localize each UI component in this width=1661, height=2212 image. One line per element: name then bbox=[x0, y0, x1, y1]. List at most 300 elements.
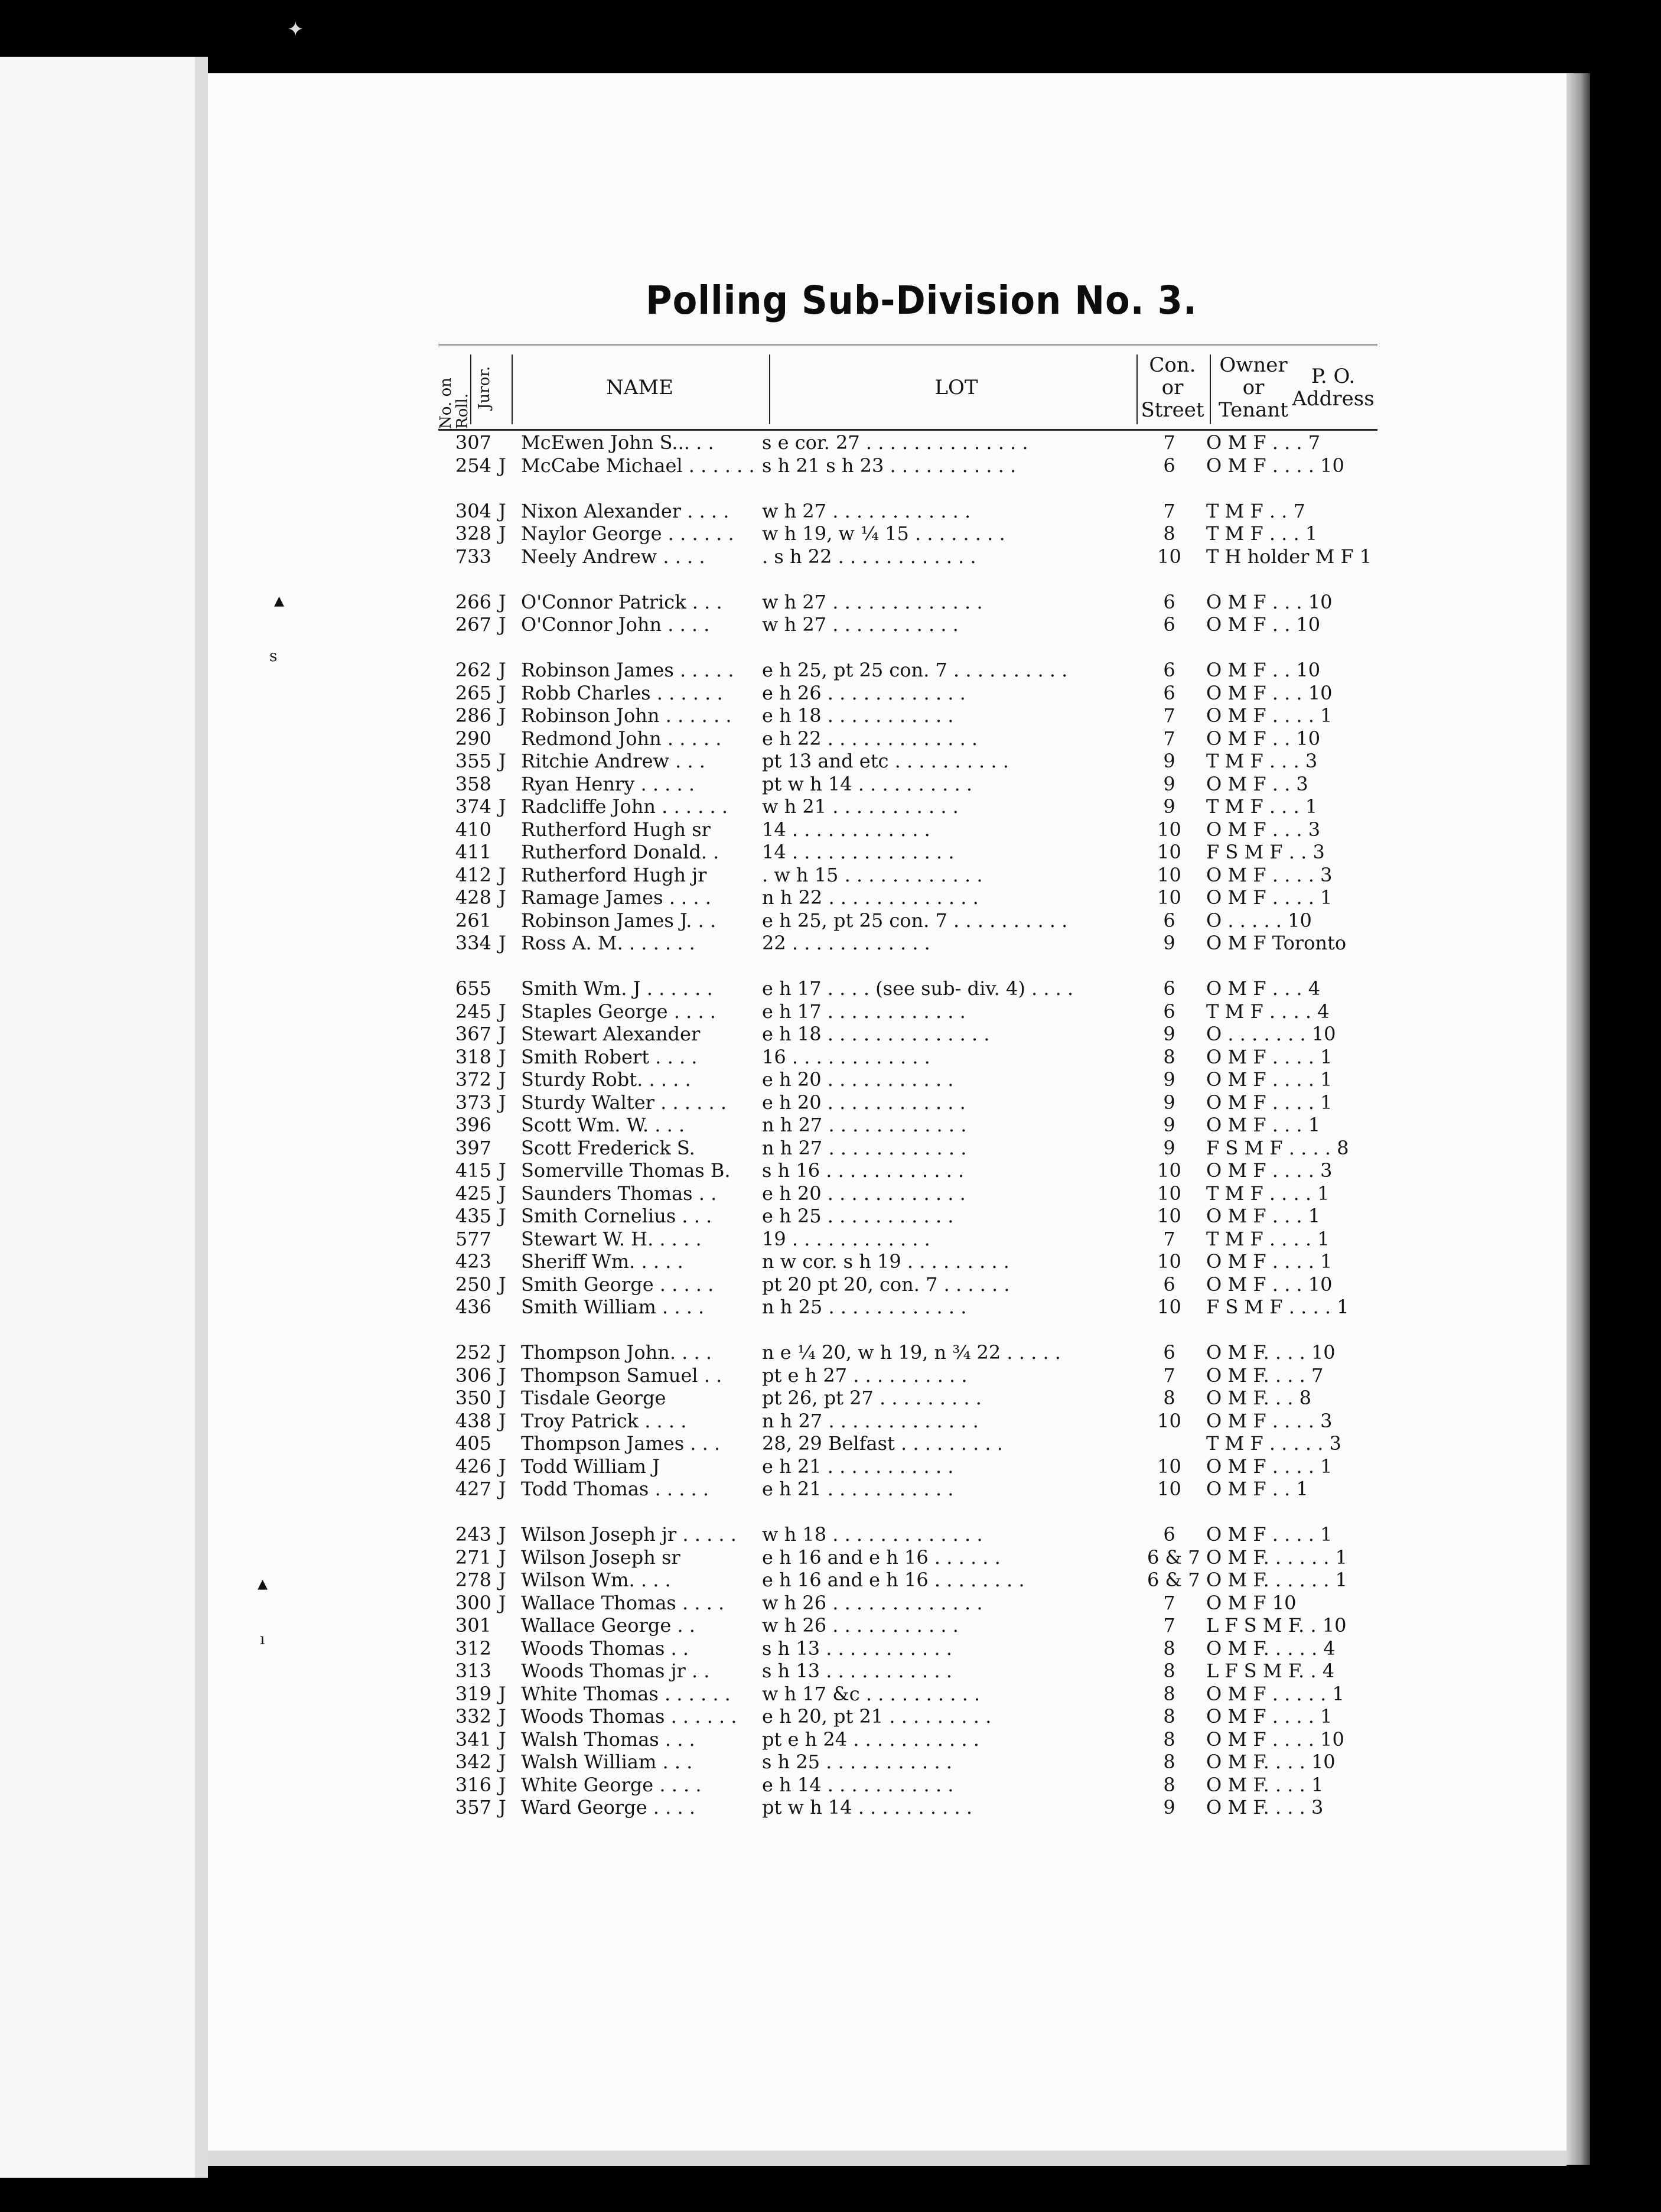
juror-mark: J bbox=[499, 1023, 506, 1045]
table-row bbox=[438, 1660, 1395, 1683]
page-edge-shadow bbox=[1566, 73, 1590, 2165]
roll-number: 357 bbox=[455, 1796, 491, 1819]
elector-name: Nixon Alexander . . . . bbox=[521, 499, 729, 522]
elector-name: White Thomas . . . . . . bbox=[521, 1682, 731, 1705]
elector-name: Wallace Thomas . . . . bbox=[521, 1591, 725, 1614]
roll-number: 426 bbox=[455, 1455, 491, 1478]
roll-number: 577 bbox=[455, 1227, 491, 1250]
roll-number: 350 bbox=[455, 1387, 491, 1409]
elector-name: Thompson Samuel . . bbox=[521, 1364, 722, 1387]
owner-tenant-address: O M F . . . . 1 bbox=[1206, 1455, 1333, 1478]
roll-number: 278 bbox=[455, 1569, 491, 1591]
header-juror: Juror. bbox=[475, 366, 493, 409]
table-header bbox=[438, 344, 1377, 431]
table-row bbox=[438, 1341, 1395, 1364]
concession: 6 bbox=[1163, 1523, 1175, 1546]
table-row bbox=[438, 1523, 1395, 1546]
lot-description: e h 21 . . . . . . . . . . . bbox=[762, 1478, 954, 1500]
roll-number: 358 bbox=[455, 772, 491, 795]
elector-name: Troy Patrick . . . . bbox=[521, 1409, 687, 1432]
owner-tenant-address: T M F . . . 3 bbox=[1206, 750, 1318, 772]
concession: 10 bbox=[1157, 1478, 1181, 1500]
elector-name: Somerville Thomas B. bbox=[521, 1159, 731, 1182]
table-row bbox=[438, 1796, 1395, 1819]
elector-name: Radcliffe John . . . . . . bbox=[521, 795, 728, 818]
concession: 10 bbox=[1157, 841, 1181, 863]
concession: 7 bbox=[1163, 727, 1175, 750]
owner-tenant-address: O M F . . . 1 bbox=[1206, 1205, 1321, 1227]
table-row bbox=[438, 909, 1395, 932]
owner-tenant-address: F S M F . . 3 bbox=[1206, 841, 1325, 863]
lot-description: n h 22 . . . . . . . . . . . . . bbox=[762, 886, 979, 909]
facing-page bbox=[0, 57, 197, 2178]
concession: 6 bbox=[1163, 1341, 1175, 1364]
roll-number: 304 bbox=[455, 499, 491, 522]
elector-name: Wilson Wm. . . . bbox=[521, 1569, 671, 1591]
lot-description: 14 . . . . . . . . . . . . bbox=[762, 818, 930, 841]
elector-name: White George . . . . bbox=[521, 1773, 702, 1796]
header-divider bbox=[1210, 354, 1211, 424]
table-row bbox=[438, 1296, 1395, 1319]
roll-number: 250 bbox=[455, 1273, 491, 1296]
table-row bbox=[438, 1250, 1395, 1273]
concession: 6 bbox=[1163, 977, 1175, 1000]
juror-mark: J bbox=[499, 1705, 506, 1728]
roll-number: 423 bbox=[455, 1250, 491, 1273]
concession: 9 bbox=[1163, 795, 1175, 818]
lot-description: 16 . . . . . . . . . . . . bbox=[762, 1045, 930, 1068]
concession: 10 bbox=[1157, 545, 1181, 568]
roll-number: 307 bbox=[455, 431, 491, 454]
roll-number: 262 bbox=[455, 659, 491, 681]
lot-description: e h 25, pt 25 con. 7 . . . . . . . . . . bbox=[762, 659, 1068, 681]
concession: 10 bbox=[1157, 1182, 1181, 1205]
owner-tenant-address: O M F . . 10 bbox=[1206, 659, 1321, 681]
owner-tenant-address: O M F . . . 10 bbox=[1206, 1273, 1333, 1296]
header-owner-tenant: Owner or Tenant bbox=[1219, 353, 1288, 422]
lot-description: w h 17 &c . . . . . . . . . . bbox=[762, 1682, 981, 1705]
roll-number: 425 bbox=[455, 1182, 491, 1205]
elector-name: Stewart W. H. . . . . bbox=[521, 1227, 702, 1250]
lot-description: s e cor. 27 . . . . . . . . . . . . . . bbox=[762, 431, 1028, 454]
juror-mark: J bbox=[499, 704, 506, 727]
concession: 8 bbox=[1163, 1751, 1175, 1773]
header-con-street: Con. or Street bbox=[1141, 353, 1204, 422]
roll-number: 261 bbox=[455, 909, 491, 932]
table-row bbox=[438, 1068, 1395, 1091]
elector-name: Woods Thomas jr . . bbox=[521, 1660, 710, 1682]
table-row bbox=[438, 1114, 1395, 1137]
concession: 10 bbox=[1157, 1455, 1181, 1478]
juror-mark: J bbox=[499, 1591, 506, 1614]
concession: 7 bbox=[1163, 499, 1175, 522]
elector-name: Smith William . . . . bbox=[521, 1296, 705, 1318]
table-row bbox=[438, 1137, 1395, 1160]
roll-number: 313 bbox=[455, 1660, 491, 1682]
juror-mark: J bbox=[499, 886, 506, 909]
concession: 10 bbox=[1157, 818, 1181, 841]
elector-name: Smith Cornelius . . . bbox=[521, 1205, 712, 1227]
juror-mark: J bbox=[499, 1091, 506, 1114]
concession: 6 bbox=[1163, 1000, 1175, 1023]
concession: 8 bbox=[1163, 1728, 1175, 1751]
elector-name: Ritchie Andrew . . . bbox=[521, 750, 705, 772]
juror-mark: J bbox=[499, 1364, 506, 1387]
lot-description: s h 21 s h 23 . . . . . . . . . . . bbox=[762, 454, 1017, 477]
roll-number: 411 bbox=[455, 841, 491, 863]
owner-tenant-address: L F S M F. . 4 bbox=[1206, 1660, 1335, 1682]
lot-description: s h 13 . . . . . . . . . . . bbox=[762, 1637, 952, 1660]
elector-name: Tisdale George bbox=[521, 1387, 666, 1409]
roll-table-body bbox=[438, 431, 1395, 1849]
concession: 8 bbox=[1163, 1637, 1175, 1660]
margin-mark-icon: ı bbox=[260, 1631, 265, 1648]
lot-description: w h 27 . . . . . . . . . . . bbox=[762, 613, 959, 636]
table-row bbox=[438, 886, 1395, 909]
header-name: NAME bbox=[606, 376, 673, 399]
concession: 9 bbox=[1163, 1091, 1175, 1114]
concession: 8 bbox=[1163, 1045, 1175, 1068]
lot-description: n h 27 . . . . . . . . . . . . . bbox=[762, 1409, 979, 1432]
juror-mark: J bbox=[499, 1728, 506, 1751]
elector-name: Robinson James . . . . . bbox=[521, 659, 734, 681]
owner-tenant-address: O M F . . . . 1 bbox=[1206, 1091, 1333, 1114]
owner-tenant-address: O M F . . . . . 1 bbox=[1206, 1682, 1344, 1705]
owner-tenant-address: O . . . . . 10 bbox=[1206, 909, 1312, 932]
elector-name: Woods Thomas . . bbox=[521, 1637, 689, 1660]
table-row bbox=[438, 864, 1395, 887]
owner-tenant-address: T H holder M F 1 bbox=[1206, 545, 1372, 568]
juror-mark: J bbox=[499, 863, 506, 886]
roll-number: 332 bbox=[455, 1705, 491, 1728]
header-po-address: P. O. Address bbox=[1292, 365, 1375, 411]
juror-mark: J bbox=[499, 1478, 506, 1500]
roll-number: 372 bbox=[455, 1068, 491, 1091]
table-row bbox=[438, 1205, 1395, 1228]
table-row bbox=[438, 1273, 1395, 1296]
roll-number: 355 bbox=[455, 750, 491, 772]
elector-name: Ross A. M. . . . . . . bbox=[521, 932, 695, 954]
owner-tenant-address: O M F. . . . 3 bbox=[1206, 1796, 1324, 1819]
table-row bbox=[438, 1637, 1395, 1660]
concession: 9 bbox=[1163, 1114, 1175, 1136]
lot-description: n h 25 . . . . . . . . . . . . bbox=[762, 1296, 967, 1318]
juror-mark: J bbox=[499, 1273, 506, 1296]
juror-mark: J bbox=[499, 681, 506, 704]
owner-tenant-address: O M F . . . . 1 bbox=[1206, 1250, 1333, 1273]
elector-name: Woods Thomas . . . . . . bbox=[521, 1705, 737, 1728]
roll-number: 397 bbox=[455, 1136, 491, 1159]
concession: 6 bbox=[1163, 909, 1175, 932]
lot-description: e h 22 . . . . . . . . . . . . . bbox=[762, 727, 978, 750]
roll-number: 245 bbox=[455, 1000, 491, 1023]
concession: 10 bbox=[1157, 886, 1181, 909]
roll-number: 300 bbox=[455, 1591, 491, 1614]
juror-mark: J bbox=[499, 1682, 506, 1705]
lot-description: pt e h 27 . . . . . . . . . . bbox=[762, 1364, 968, 1387]
lot-description: pt 26, pt 27 . . . . . . . . . bbox=[762, 1387, 982, 1409]
table-row bbox=[438, 1432, 1395, 1455]
owner-tenant-address: O M F . . . . 1 bbox=[1206, 1705, 1333, 1728]
lot-description: pt w h 14 . . . . . . . . . . bbox=[762, 772, 973, 795]
juror-mark: J bbox=[499, 1455, 506, 1478]
table-row bbox=[438, 431, 1395, 454]
juror-mark: J bbox=[499, 932, 506, 954]
juror-mark: J bbox=[499, 1182, 506, 1205]
lot-description: w h 18 . . . . . . . . . . . . . bbox=[762, 1523, 983, 1546]
table-row bbox=[438, 1182, 1395, 1205]
page-title: Polling Sub-Division No. 3. bbox=[646, 278, 1197, 323]
owner-tenant-address: O M F . . . . 1 bbox=[1206, 1523, 1333, 1546]
lot-description: s h 25 . . . . . . . . . . . bbox=[762, 1751, 952, 1773]
table-row bbox=[438, 1228, 1395, 1251]
owner-tenant-address: T M F . . . . 1 bbox=[1206, 1182, 1330, 1205]
roll-number: 306 bbox=[455, 1364, 491, 1387]
header-divider bbox=[470, 354, 471, 424]
lot-description: s h 13 . . . . . . . . . . . bbox=[762, 1660, 952, 1682]
roll-number: 373 bbox=[455, 1091, 491, 1114]
table-row bbox=[438, 1569, 1395, 1592]
elector-name: Naylor George . . . . . . bbox=[521, 522, 734, 545]
lot-description: 19 . . . . . . . . . . . . bbox=[762, 1227, 930, 1250]
lot-description: e h 14 . . . . . . . . . . . bbox=[762, 1773, 954, 1796]
owner-tenant-address: O M F . . 10 bbox=[1206, 613, 1321, 636]
roll-number: 316 bbox=[455, 1773, 491, 1796]
table-row bbox=[438, 1546, 1395, 1569]
lot-description: e h 20 . . . . . . . . . . . bbox=[762, 1068, 954, 1091]
elector-name: Robinson John . . . . . . bbox=[521, 704, 732, 727]
lot-description: w h 21 . . . . . . . . . . . bbox=[762, 795, 959, 818]
elector-name: Robb Charles . . . . . . bbox=[521, 681, 723, 704]
owner-tenant-address: O M F . . . 10 bbox=[1206, 681, 1333, 704]
owner-tenant-address: O M F . . . 1 bbox=[1206, 1114, 1321, 1136]
margin-mark-icon: ▴ bbox=[258, 1572, 268, 1595]
roll-number: 328 bbox=[455, 522, 491, 545]
margin-mark-icon: s bbox=[269, 648, 278, 665]
concession: 9 bbox=[1163, 1796, 1175, 1819]
owner-tenant-address: O M F . . . . 3 bbox=[1206, 863, 1333, 886]
owner-tenant-address: O M F . . . . 10 bbox=[1206, 1728, 1344, 1751]
elector-name: Ryan Henry . . . . . bbox=[521, 772, 695, 795]
table-row bbox=[438, 682, 1395, 705]
lot-description: w h 26 . . . . . . . . . . . . . bbox=[762, 1591, 983, 1614]
concession: 8 bbox=[1163, 522, 1175, 545]
header-no-on-roll: No. on Roll. bbox=[437, 378, 471, 429]
owner-tenant-address: O M F . . 3 bbox=[1206, 772, 1308, 795]
page-bottom-edge bbox=[208, 2151, 1566, 2166]
elector-name: Smith Robert . . . . bbox=[521, 1045, 698, 1068]
roll-number: 733 bbox=[455, 545, 491, 568]
lot-description: . s h 22 . . . . . . . . . . . . bbox=[762, 545, 976, 568]
owner-tenant-address: O M F. . . . 7 bbox=[1206, 1364, 1324, 1387]
owner-tenant-address: O M F . . . . 10 bbox=[1206, 454, 1344, 477]
elector-name: McEwen John S... . . bbox=[521, 431, 714, 454]
concession: 9 bbox=[1163, 772, 1175, 795]
roll-number: 290 bbox=[455, 727, 491, 750]
juror-mark: J bbox=[499, 1159, 506, 1182]
juror-mark: J bbox=[499, 1205, 506, 1227]
elector-name: Todd William J bbox=[521, 1455, 660, 1478]
table-row bbox=[438, 1159, 1395, 1182]
lot-description: w h 26 . . . . . . . . . . . bbox=[762, 1614, 959, 1637]
table-row bbox=[438, 591, 1395, 614]
elector-name: O'Connor Patrick . . . bbox=[521, 590, 722, 613]
table-row bbox=[438, 1751, 1395, 1774]
elector-name: Smith Wm. J . . . . . . bbox=[521, 977, 713, 1000]
roll-number: 252 bbox=[455, 1341, 491, 1364]
roll-number: 342 bbox=[455, 1751, 491, 1773]
owner-tenant-address: O M F . . . 7 bbox=[1206, 431, 1321, 454]
juror-mark: J bbox=[499, 499, 506, 522]
owner-tenant-address: T M F . . . 1 bbox=[1206, 795, 1318, 818]
table-row bbox=[438, 932, 1395, 955]
owner-tenant-address: O M F . . . 4 bbox=[1206, 977, 1321, 1000]
owner-tenant-address: T M F . . . . . 3 bbox=[1206, 1432, 1341, 1455]
lot-description: w h 27 . . . . . . . . . . . . bbox=[762, 499, 971, 522]
roll-number: 405 bbox=[455, 1432, 491, 1455]
owner-tenant-address: O M F. . . . 10 bbox=[1206, 1751, 1336, 1773]
table-row bbox=[438, 1000, 1395, 1023]
owner-tenant-address: O M F . . . . 3 bbox=[1206, 1409, 1333, 1432]
lot-description: pt 13 and etc . . . . . . . . . . bbox=[762, 750, 1009, 772]
roll-number: 410 bbox=[455, 818, 491, 841]
owner-tenant-address: T M F . . . . 1 bbox=[1206, 1227, 1330, 1250]
lot-description: w h 27 . . . . . . . . . . . . . bbox=[762, 590, 983, 613]
concession: 6 bbox=[1163, 454, 1175, 477]
concession: 9 bbox=[1163, 1023, 1175, 1045]
elector-name: Wilson Joseph sr bbox=[521, 1546, 680, 1569]
concession: 7 bbox=[1163, 431, 1175, 454]
roll-number: 415 bbox=[455, 1159, 491, 1182]
concession: 10 bbox=[1157, 1250, 1181, 1273]
concession: 7 bbox=[1163, 1227, 1175, 1250]
lot-description: n h 27 . . . . . . . . . . . . bbox=[762, 1114, 967, 1136]
elector-name: Saunders Thomas . . bbox=[521, 1182, 717, 1205]
owner-tenant-address: O M F . . . . 1 bbox=[1206, 886, 1333, 909]
elector-name: Sturdy Walter . . . . . . bbox=[521, 1091, 727, 1114]
concession: 7 bbox=[1163, 1614, 1175, 1637]
table-row bbox=[438, 795, 1395, 818]
elector-name: Wallace George . . bbox=[521, 1614, 695, 1637]
lot-description: e h 20 . . . . . . . . . . . . bbox=[762, 1182, 966, 1205]
elector-name: Walsh William . . . bbox=[521, 1751, 693, 1773]
elector-name: McCabe Michael . . . . . . bbox=[521, 454, 755, 477]
lot-description: 22 . . . . . . . . . . . . bbox=[762, 932, 930, 954]
concession: 7 bbox=[1163, 704, 1175, 727]
elector-name: Staples George . . . . bbox=[521, 1000, 716, 1023]
lot-description: 14 . . . . . . . . . . . . . . bbox=[762, 841, 955, 863]
juror-mark: J bbox=[499, 590, 506, 613]
roll-number: 374 bbox=[455, 795, 491, 818]
owner-tenant-address: O M F . . . . 3 bbox=[1206, 1159, 1333, 1182]
concession: 8 bbox=[1163, 1387, 1175, 1409]
juror-mark: J bbox=[499, 1387, 506, 1409]
table-row bbox=[438, 818, 1395, 841]
concession: 6 bbox=[1163, 613, 1175, 636]
lot-description: e h 21 . . . . . . . . . . . bbox=[762, 1455, 954, 1478]
juror-mark: J bbox=[499, 454, 506, 477]
juror-mark: J bbox=[499, 1000, 506, 1023]
concession: 6 bbox=[1163, 659, 1175, 681]
roll-number: 286 bbox=[455, 704, 491, 727]
concession: 7 bbox=[1163, 1364, 1175, 1387]
lot-description: pt w h 14 . . . . . . . . . . bbox=[762, 1796, 973, 1819]
roll-number: 265 bbox=[455, 681, 491, 704]
lot-description: n e ¼ 20, w h 19, n ¾ 22 . . . . . bbox=[762, 1341, 1061, 1364]
lot-description: w h 19, w ¼ 15 . . . . . . . . bbox=[762, 522, 1005, 545]
elector-name: Scott Frederick S. bbox=[521, 1136, 695, 1159]
owner-tenant-address: O M F . . . 3 bbox=[1206, 818, 1321, 841]
concession: 7 bbox=[1163, 1591, 1175, 1614]
concession: 6 bbox=[1163, 590, 1175, 613]
owner-tenant-address: T M F . . . . 4 bbox=[1206, 1000, 1330, 1023]
elector-name: Walsh Thomas . . . bbox=[521, 1728, 695, 1751]
concession: 10 bbox=[1157, 863, 1181, 886]
concession: 9 bbox=[1163, 1136, 1175, 1159]
table-row bbox=[438, 1478, 1395, 1501]
concession: 8 bbox=[1163, 1682, 1175, 1705]
lot-description: pt e h 24 . . . . . . . . . . . bbox=[762, 1728, 979, 1751]
roll-number: 436 bbox=[455, 1296, 491, 1318]
juror-mark: J bbox=[499, 522, 506, 545]
roll-number: 412 bbox=[455, 863, 491, 886]
juror-mark: J bbox=[499, 659, 506, 681]
owner-tenant-address: O M F . . . . 1 bbox=[1206, 1045, 1333, 1068]
owner-tenant-address: O M F. . . . . 4 bbox=[1206, 1637, 1336, 1660]
table-row bbox=[438, 1592, 1395, 1615]
juror-mark: J bbox=[499, 750, 506, 772]
lot-description: e h 18 . . . . . . . . . . . . . . bbox=[762, 1023, 990, 1045]
lot-description: n h 27 . . . . . . . . . . . . bbox=[762, 1136, 967, 1159]
concession: 6 bbox=[1163, 681, 1175, 704]
lot-description: e h 18 . . . . . . . . . . . bbox=[762, 704, 954, 727]
roll-number: 396 bbox=[455, 1114, 491, 1136]
owner-tenant-address: F S M F . . . . 8 bbox=[1206, 1136, 1349, 1159]
elector-name: Scott Wm. W. . . . bbox=[521, 1114, 685, 1136]
owner-tenant-address: T M F . . . 1 bbox=[1206, 522, 1318, 545]
elector-name: Neely Andrew . . . . bbox=[521, 545, 705, 568]
juror-mark: J bbox=[499, 1523, 506, 1546]
owner-tenant-address: O M F . . . . 1 bbox=[1206, 704, 1333, 727]
owner-tenant-address: O M F. . . . . . 1 bbox=[1206, 1569, 1347, 1591]
elector-name: Thompson James . . . bbox=[521, 1432, 721, 1455]
owner-tenant-address: O M F . . 10 bbox=[1206, 727, 1321, 750]
juror-mark: J bbox=[499, 1341, 506, 1364]
table-row bbox=[438, 1387, 1395, 1410]
juror-mark: J bbox=[499, 1409, 506, 1432]
concession: 10 bbox=[1157, 1205, 1181, 1227]
table-row bbox=[438, 659, 1395, 682]
elector-name: Stewart Alexander bbox=[521, 1023, 701, 1045]
juror-mark: J bbox=[499, 1068, 506, 1091]
page-gutter bbox=[195, 57, 208, 2178]
margin-mark-icon: ▴ bbox=[274, 588, 285, 612]
table-row bbox=[438, 545, 1395, 568]
lot-description: . w h 15 . . . . . . . . . . . . bbox=[762, 863, 983, 886]
roll-number: 427 bbox=[455, 1478, 491, 1500]
owner-tenant-address: O M F. . . . 10 bbox=[1206, 1341, 1336, 1364]
juror-mark: J bbox=[499, 613, 506, 636]
roll-number: 435 bbox=[455, 1205, 491, 1227]
lot-description: 28, 29 Belfast . . . . . . . . . bbox=[762, 1432, 1003, 1455]
owner-tenant-address: O M F . . . . 1 bbox=[1206, 1068, 1333, 1091]
juror-mark: J bbox=[499, 795, 506, 818]
table-row bbox=[438, 1046, 1395, 1069]
lot-description: e h 17 . . . . (see sub- div. 4) . . . . bbox=[762, 977, 1074, 1000]
concession: 8 bbox=[1163, 1660, 1175, 1682]
table-row bbox=[438, 704, 1395, 727]
elector-name: O'Connor John . . . . bbox=[521, 613, 710, 636]
